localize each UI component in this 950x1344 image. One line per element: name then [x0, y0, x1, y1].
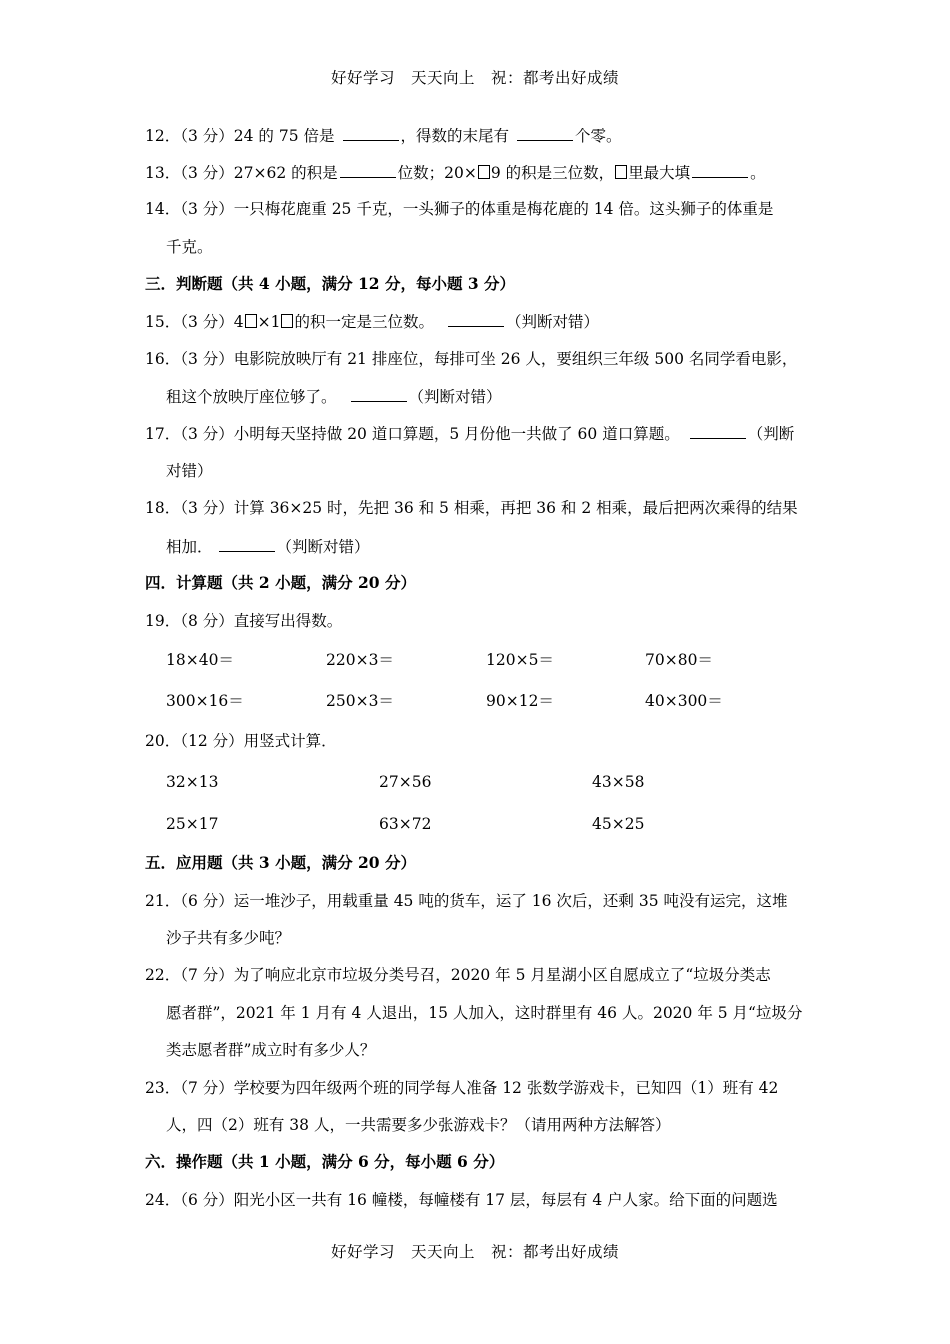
- question-16-line-1: 16．（3 分）电影院放映厅有 21 排座位，每排可坐 26 人，要组织三年级 500 名同学看电影，: [145, 350, 798, 368]
- q19-item: 300×16＝: [166, 692, 244, 710]
- q13-box-2: [615, 165, 627, 179]
- q20-item: 45×25: [592, 815, 645, 833]
- q15-text-c: 的积一定是三位数。: [294, 313, 434, 331]
- question-22-line-3: 类志愿者群”成立时有多少人？: [166, 1041, 376, 1059]
- question-13: [145, 161, 766, 184]
- question-18-line-2: [166, 535, 370, 558]
- q12-text-a: 12．（3 分）24 的 75 倍是: [145, 127, 335, 145]
- question-17-line-2: 对错）: [166, 462, 213, 480]
- q18-text-b: （判断对错）: [276, 538, 370, 556]
- question-18-line-1: 18．（3 分）计算 36×25 时，先把 36 和 5 相乘，再把 36 和 2 相乘，最后把两次乘得的结果: [145, 499, 798, 517]
- question-12: [145, 124, 622, 147]
- q15-box-2: [281, 314, 293, 328]
- q20-item: 63×72: [379, 815, 432, 833]
- q15-text-d: （判断对错）: [506, 313, 600, 331]
- q13-text-e: 。: [750, 164, 766, 182]
- q15-text-b: ×1: [257, 313, 281, 331]
- q12-text-b: ，得数的末尾有: [400, 127, 510, 145]
- q16-text-a: 租这个放映厅座位够了。: [166, 388, 337, 406]
- q16-text-b: （判断对错）: [408, 388, 502, 406]
- q18-text-a: 相加．: [166, 538, 213, 556]
- q12-blank-2[interactable]: [517, 124, 573, 141]
- question-21-line-2: 沙子共有多少吨？: [166, 929, 291, 947]
- q20-item: 32×13: [166, 773, 219, 791]
- q12-text-c: 个零。: [575, 127, 622, 145]
- q15-box-1: [245, 314, 257, 328]
- q13-blank-1[interactable]: [340, 161, 396, 178]
- question-19-title: 19．（8 分）直接写出得数。: [145, 612, 343, 630]
- q13-text-a: 13．（3 分）27×62 的积是: [145, 164, 338, 182]
- q17-blank[interactable]: [690, 422, 746, 439]
- section-4-heading: 四．计算题（共 2 小题，满分 20 分）: [145, 573, 416, 592]
- q19-item: 40×300＝: [645, 692, 723, 710]
- question-23-line-2: 人，四（2）班有 38 人，一共需要多少张游戏卡？（请用两种方法解答）: [166, 1116, 671, 1134]
- question-14-line-2: 千克。: [166, 238, 213, 256]
- page-header: 好好学习 天天向上 祝：都考出好成绩: [330, 69, 619, 87]
- question-24-line-1: 24．（6 分）阳光小区一共有 16 幢楼，每幢楼有 17 层，每层有 4 户人家。给下面的问题选: [145, 1191, 778, 1209]
- q20-item: 25×17: [166, 815, 219, 833]
- q19-item: 70×80＝: [645, 651, 713, 669]
- question-20-title: 20．（12 分）用竖式计算．: [145, 732, 337, 750]
- q17-text-a: 17．（3 分）小明每天坚持做 20 道口算题，5 月份他一共做了 60 道口算题。: [145, 425, 680, 443]
- q15-blank[interactable]: [448, 310, 504, 327]
- q13-blank-2[interactable]: [692, 161, 748, 178]
- question-21-line-1: 21．（6 分）运一堆沙子，用载重量 45 吨的货车，运了 16 次后，还剩 35 吨没有运完，这堆: [145, 892, 788, 910]
- q12-blank-1[interactable]: [343, 124, 399, 141]
- page-footer: 好好学习 天天向上 祝：都考出好成绩: [330, 1243, 619, 1261]
- q19-item: 18×40＝: [166, 651, 234, 669]
- q19-item: 220×3＝: [326, 651, 394, 669]
- q19-item: 90×12＝: [486, 692, 554, 710]
- q13-box-1: [478, 165, 490, 179]
- q20-item: 43×58: [592, 773, 645, 791]
- question-23-line-1: 23．（7 分）学校要为四年级两个班的同学每人准备 12 张数学游戏卡，已知四（1）班有 42: [145, 1079, 779, 1097]
- section-5-heading: 五．应用题（共 3 小题，满分 20 分）: [145, 853, 416, 872]
- q19-item: 250×3＝: [326, 692, 394, 710]
- q19-item: 120×5＝: [486, 651, 554, 669]
- q15-text-a: 15．（3 分）4: [145, 313, 244, 331]
- q20-item: 27×56: [379, 773, 432, 791]
- q18-blank[interactable]: [219, 535, 275, 552]
- question-14-line-1: 14．（3 分）一只梅花鹿重 25 千克，一头狮子的体重是梅花鹿的 14 倍。这头狮子的体重是: [145, 200, 774, 218]
- question-22-line-1: 22．（7 分）为了响应北京市垃圾分类号召，2020 年 5 月星湖小区自愿成立了“垃圾分类志: [145, 966, 771, 984]
- question-17-line-1: [145, 422, 794, 445]
- question-16-line-2: [166, 385, 502, 408]
- q13-text-c: 9 的积是三位数，: [490, 164, 615, 182]
- section-3-heading: 三．判断题（共 4 小题，满分 12 分，每小题 3 分）: [145, 274, 516, 293]
- q13-text-d: 里最大填: [628, 164, 691, 182]
- q16-blank[interactable]: [351, 385, 407, 402]
- question-15: [145, 310, 599, 333]
- question-22-line-2: 愿者群”，2021 年 1 月有 4 人退出，15 人加入，这时群里有 46 人。2020 年 5 月“垃圾分: [166, 1004, 803, 1022]
- section-6-heading: 六．操作题（共 1 小题，满分 6 分，每小题 6 分）: [145, 1152, 505, 1171]
- q17-text-b: （判断: [747, 425, 795, 443]
- q13-text-b: 位数；20×: [397, 164, 477, 182]
